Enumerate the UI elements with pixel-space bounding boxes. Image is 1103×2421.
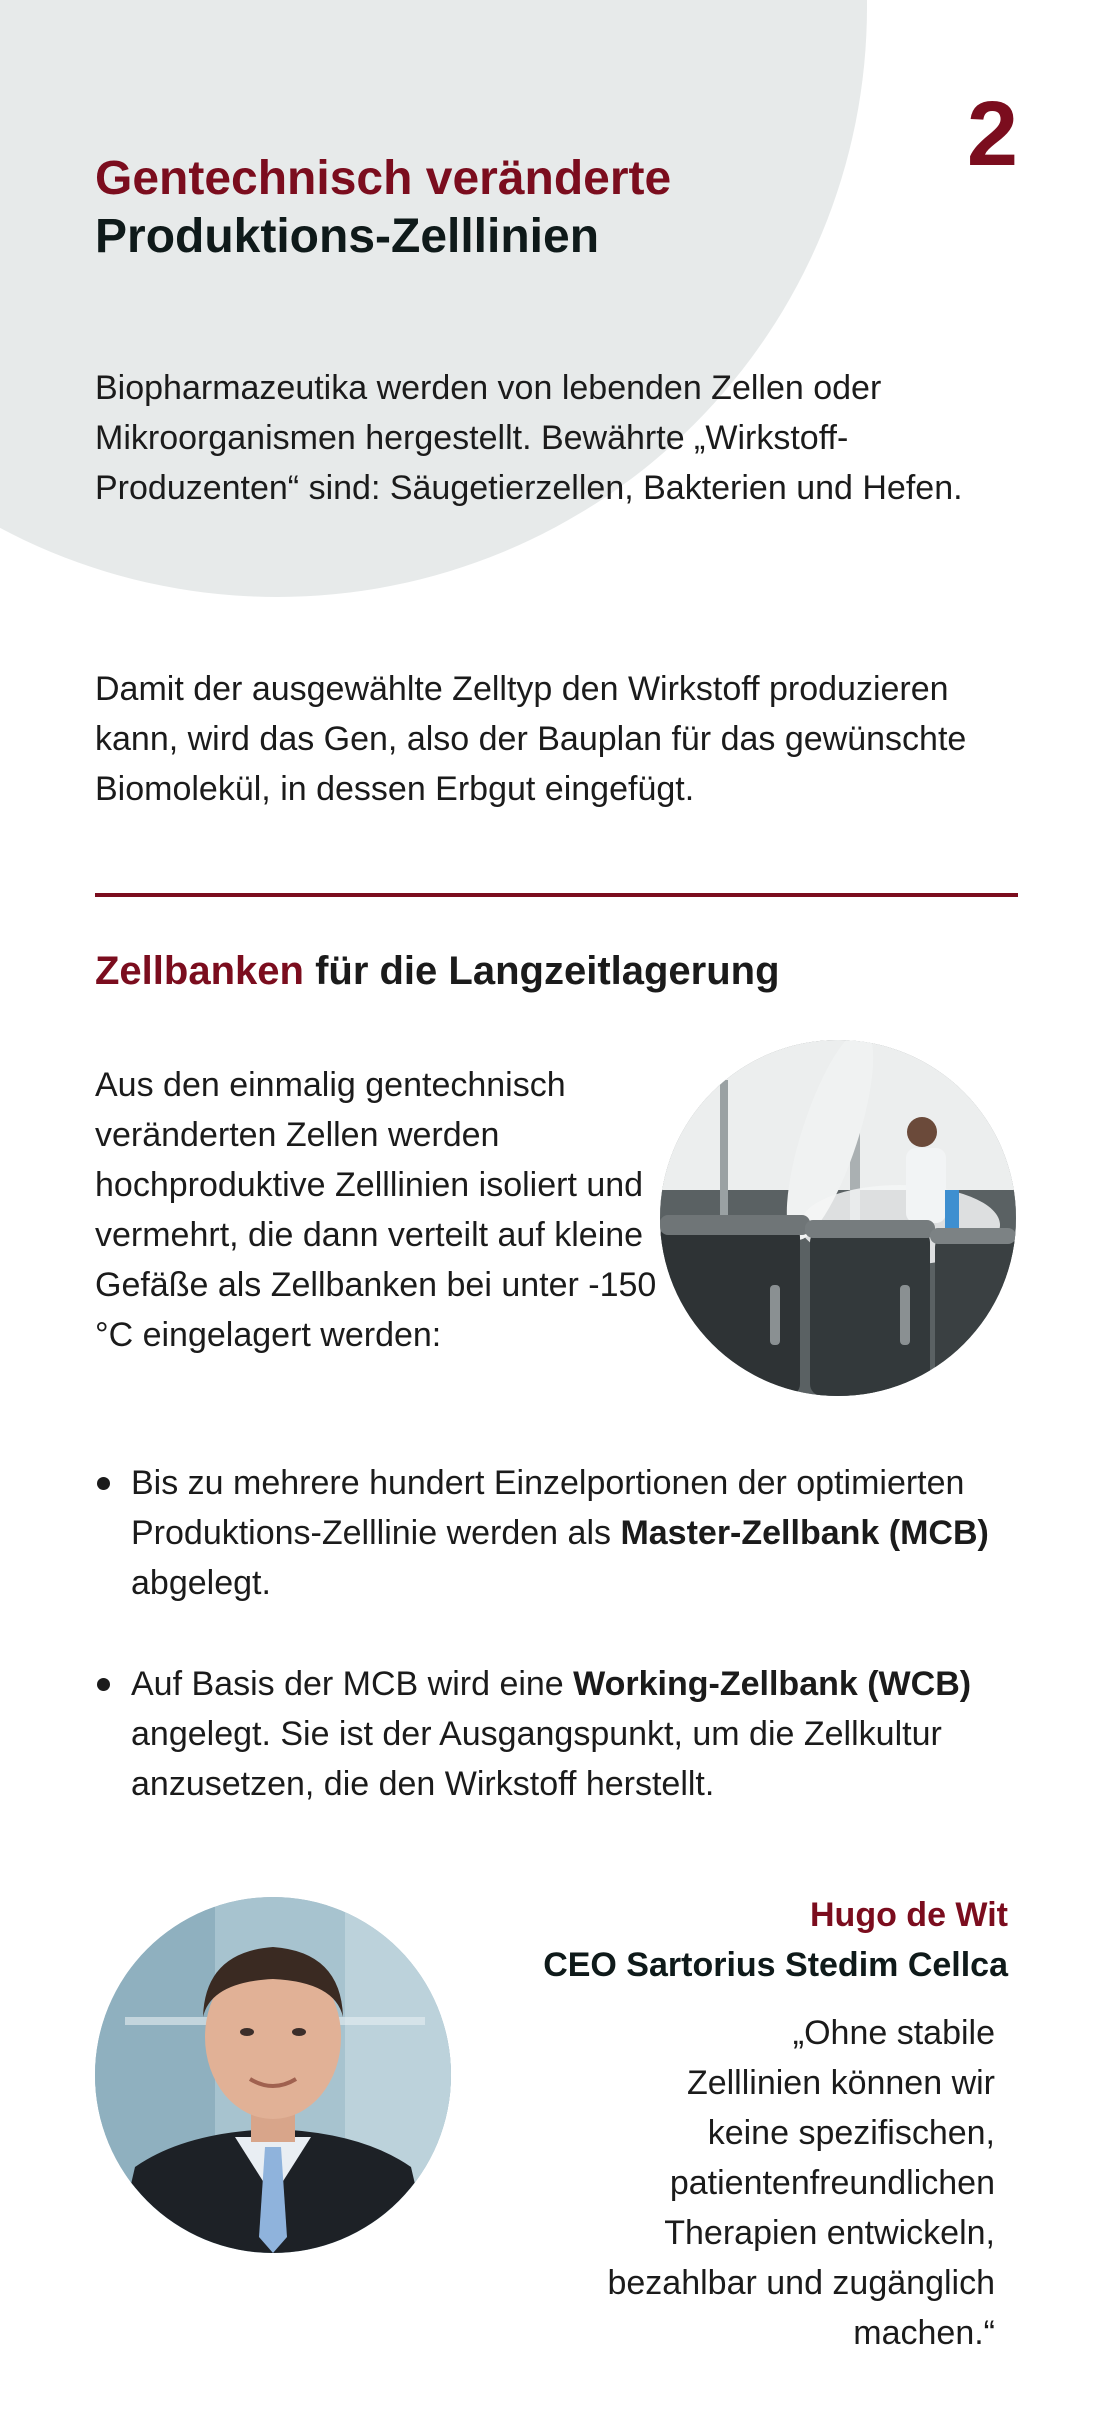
bullet-2-text-bold: Working-Zellbank (WCB) — [573, 1665, 972, 1703]
quote-text — [530, 2008, 995, 2358]
bullet-2-text-after: angelegt. Sie ist der Ausgangspunkt, um die Zellkultur anzusetzen, die den Wirkstoff herstellt. — [131, 1715, 942, 1803]
bullet-working-cell-bank — [95, 1659, 1025, 1809]
intro-paragraph-2: Damit der ausgewählte Zelltyp den Wirkstoff produzieren kann, wird das Gen, also der Bauplan für das gewünschte Biomolekül, in dessen Erbgut eingefügt. — [95, 670, 967, 808]
bullet-1-text-bold: Master-Zellbank (MCB) — [620, 1514, 989, 1552]
page-number: 2 — [966, 83, 1018, 185]
quote-line: bezahlbar und zugänglich — [607, 2264, 995, 2302]
quote-line: „Ohne stabile — [792, 2014, 995, 2052]
section-heading — [95, 945, 780, 997]
quote-author-role: CEO Sartorius Stedim Cellca — [543, 1946, 1008, 1984]
quote-line: Therapien entwickeln, — [664, 2214, 995, 2252]
quote-line: Zelllinien können wir — [686, 2064, 995, 2102]
quote-author-name: Hugo de Wit — [810, 1896, 1008, 1934]
bullet-1-text-before: Bis zu mehrere hundert Einzelportionen der optimierten Produktions-Zelllinie werden als — [131, 1464, 965, 1552]
quote-line: machen.“ — [853, 2314, 995, 2352]
section-heading-accent: Zellbanken — [95, 949, 304, 993]
bullet-1-text-after: abgelegt. — [131, 1564, 271, 1602]
quote-line: patientenfreundlichen — [669, 2164, 995, 2202]
page-title-line-1: Gentechnisch veränderte — [95, 152, 672, 205]
page-title — [95, 150, 895, 266]
page-title-line-2: Produktions-Zelllinien — [95, 210, 600, 263]
section-divider — [95, 893, 1018, 897]
bullet-list — [95, 1458, 1025, 1860]
bullet-2-text-before: Auf Basis der MCB wird eine — [131, 1665, 574, 1703]
ceo-portrait-photo — [95, 1897, 451, 2253]
cryo-lab-photo — [660, 1040, 1016, 1396]
section-paragraph: Aus den einmalig gentechnisch veränderten Zellen werden hochproduktive Zelllinien isoliert und vermehrt, die dann verteilt auf kleine Gefäße als Zellbanken bei unter -150 °C eingelagert werden: — [95, 1066, 657, 1354]
intro-paragraph-1: Biopharmazeutika werden von lebenden Zellen oder Mikroorganismen hergestellt. Bewährte „Wirkstoff-Produzenten“ sind: Säugetierzellen, Bakterien und Hefen. — [95, 369, 963, 507]
bullet-dot-icon — [97, 1477, 110, 1490]
bullet-dot-icon — [97, 1678, 110, 1691]
section-heading-rest: für die Langzeitlagerung — [303, 949, 780, 993]
bullet-master-cell-bank — [95, 1458, 1025, 1608]
quote-line: keine spezifischen, — [707, 2114, 995, 2152]
